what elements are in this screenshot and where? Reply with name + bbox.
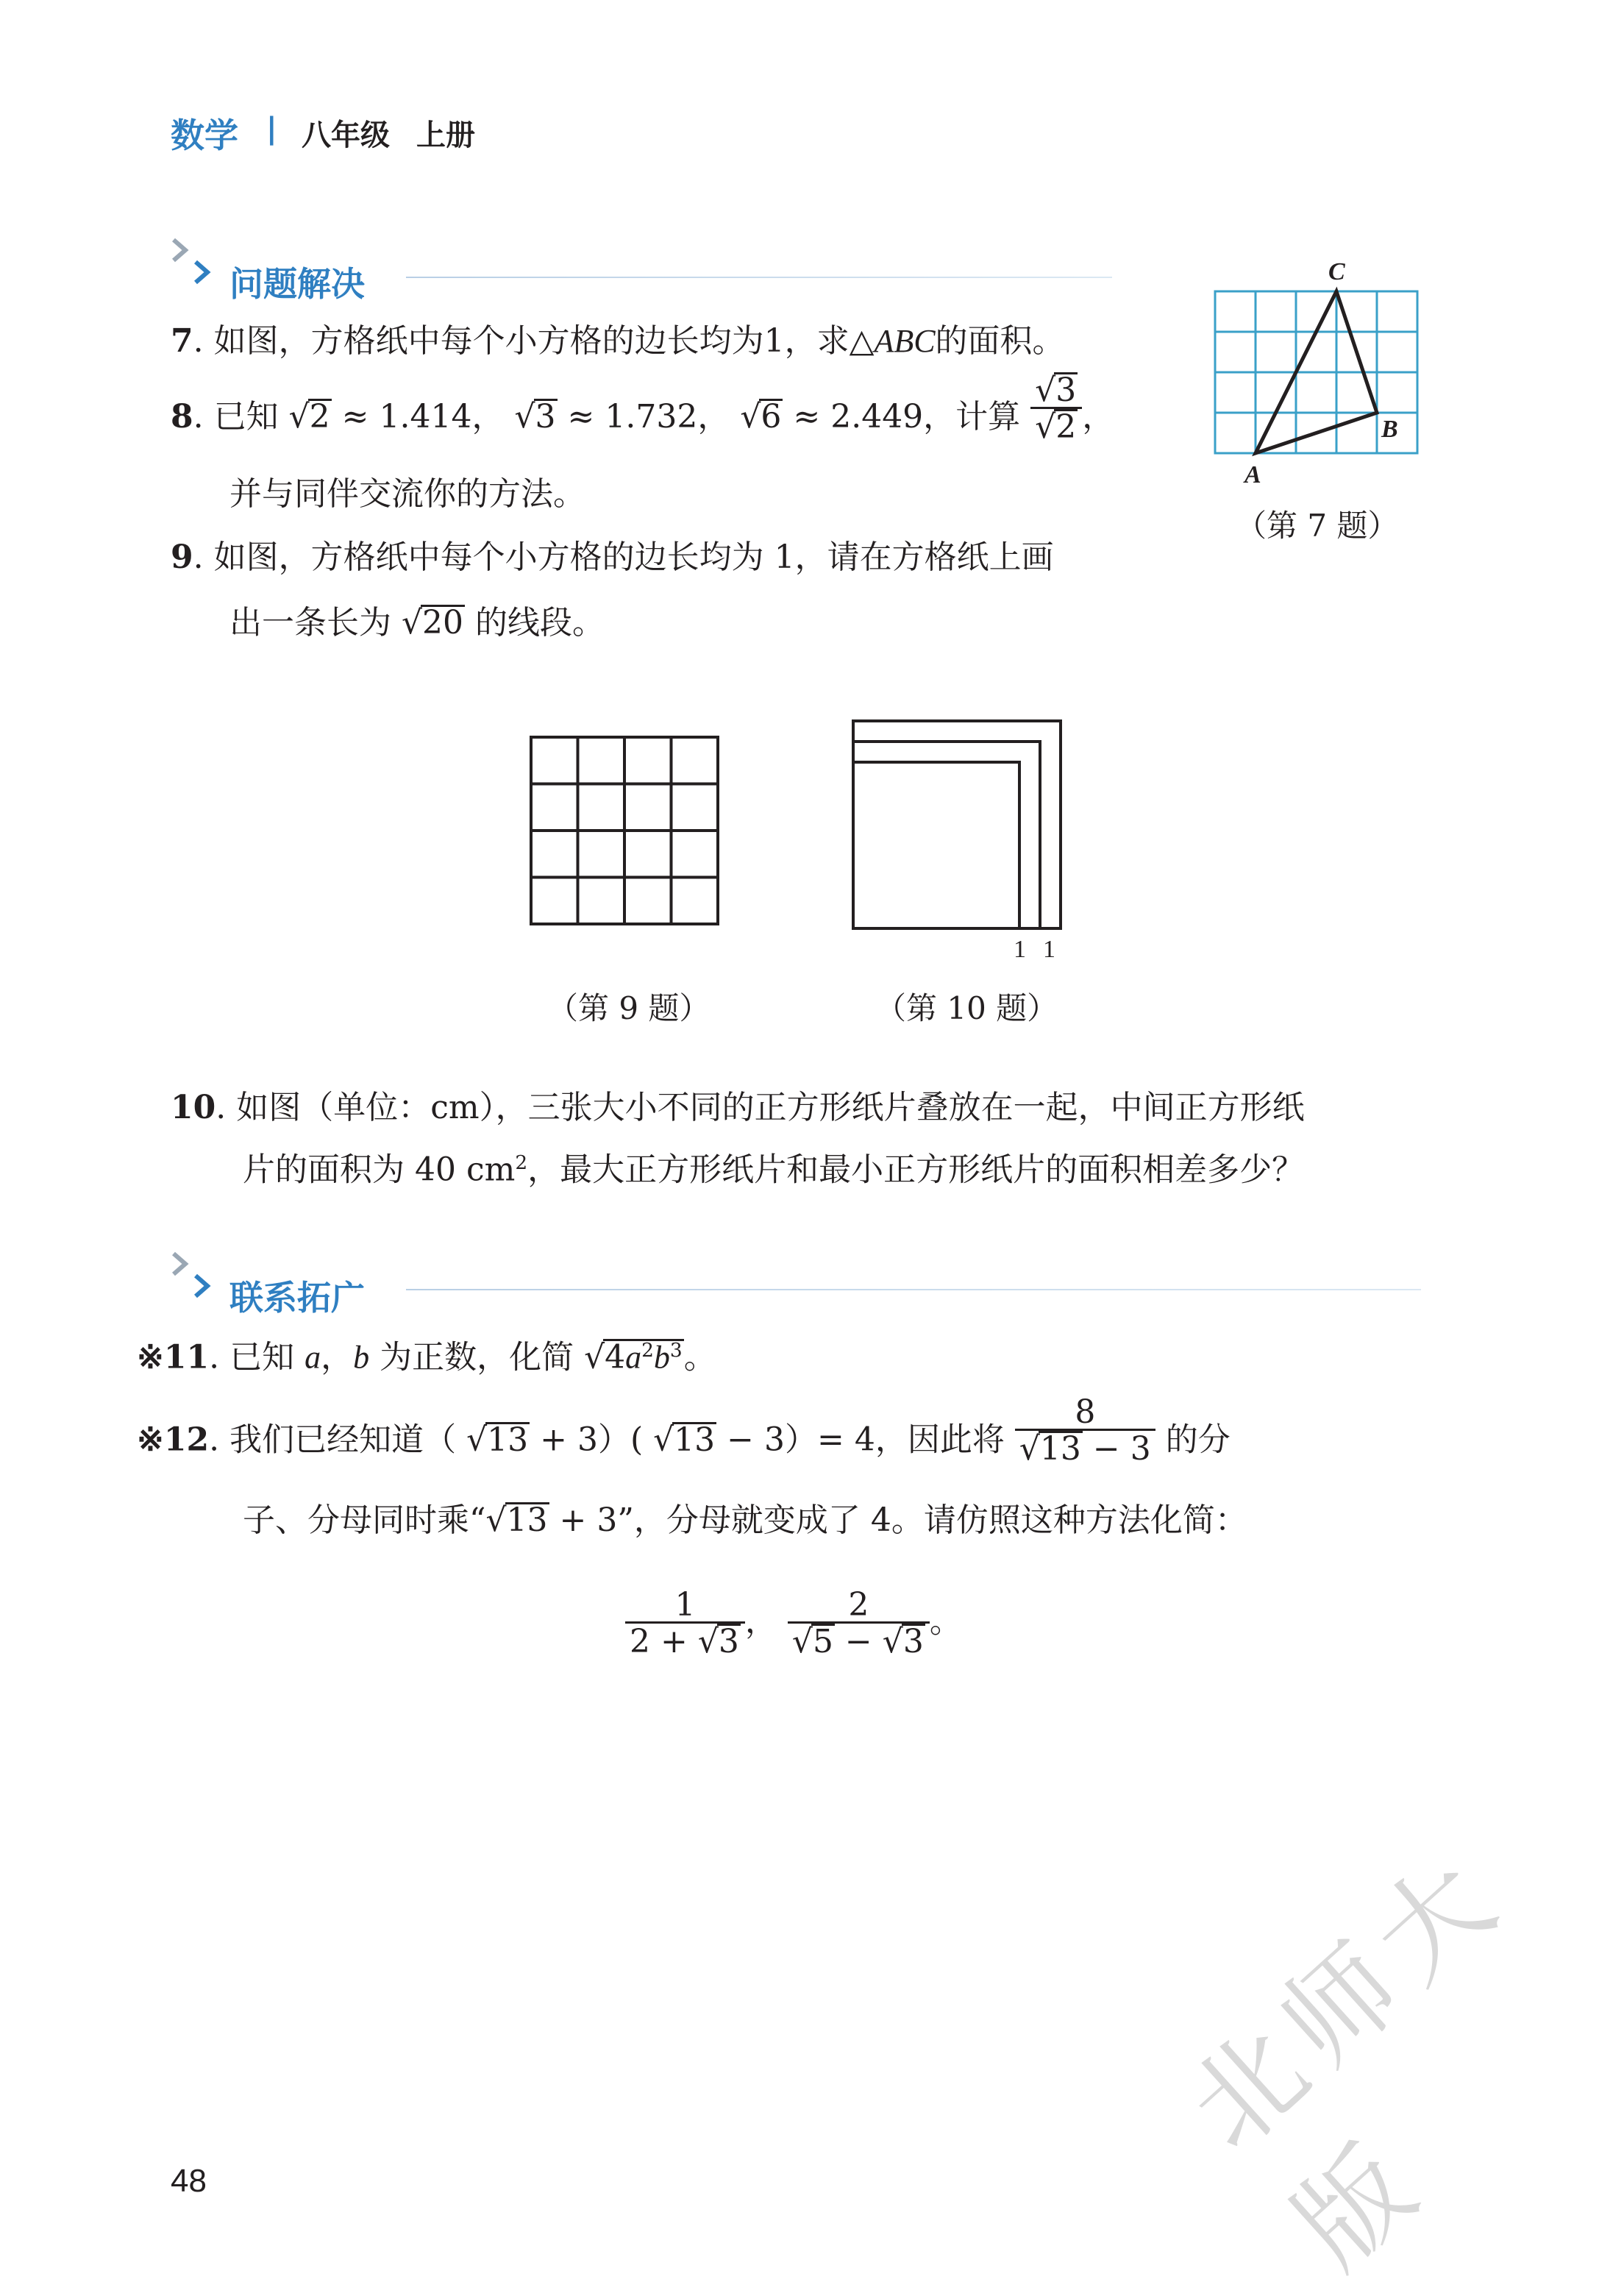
question-8: 8. 已知 √2 ≈ 1.414， √3 ≈ 1.732， √6 ≈ 2.449，计算 $\frac{√3}{√2}$ ，	[171, 372, 1115, 446]
q8-line2: 并与同伴交流你的方法。	[229, 475, 585, 513]
question-number: ※11	[137, 1338, 210, 1376]
q8-radicand: 2	[309, 398, 330, 436]
q7-text: . 如图，方格纸中每个小方格的边长均为1，求△	[193, 322, 875, 360]
section-divider	[406, 1289, 1421, 1290]
figure-10-dimension-2: 1	[1043, 936, 1055, 963]
section-chevron-icon	[171, 1251, 222, 1309]
figure-7-caption: （第 7 题）	[1236, 508, 1399, 544]
q8-fraction: $\frac{√3}{√2}$	[1030, 372, 1082, 444]
q8-radicand: 6	[761, 398, 782, 436]
section-divider	[406, 277, 1112, 278]
q8-text: . 已知	[193, 398, 279, 436]
header-separator: |	[266, 112, 277, 146]
q12-line2: 子、分母同时乘“√13 + 3”，分母就变成了 4。请仿照这种方法化简：	[243, 1501, 1247, 1539]
question-12: ※12. 我们已经知道（ √13 + 3）( √13 − 3）= 4，因此将 $\frac{8}{√13 - 3}$ 的分	[137, 1393, 1231, 1468]
grade-label: 八年级	[302, 118, 390, 152]
q12-fraction-2: $\frac{2}{√5 - √3}$	[788, 1589, 930, 1658]
q8-approx: ≈ 2.449，计算	[793, 398, 1021, 436]
q11-radicand: $4a^2b^3$	[605, 1338, 683, 1376]
q7-text-end: 的面积。	[935, 322, 1065, 360]
question-9	[171, 541, 1054, 574]
q12-fraction: $\frac{8}{√13 - 3}$	[1015, 1396, 1155, 1465]
q7-triangle-name: ABC	[874, 323, 936, 359]
section-title-connection: 联系拓广	[229, 1278, 365, 1318]
question-7	[171, 322, 1065, 360]
question-number: 8	[171, 398, 193, 436]
q12-fraction-1: $\frac{1}{2 + √3}$	[625, 1589, 745, 1658]
q9-text: . 如图，方格纸中每个小方格的边长均为 1，请在方格纸上画	[193, 539, 1054, 576]
vertex-b-label: B	[1381, 416, 1398, 443]
subject-title: 数学	[171, 115, 238, 155]
q8-approx: ≈ 1.732，	[567, 398, 730, 436]
q10-line2: 片的面积为 40 $cm^2$，最大正方形纸片和最小正方形纸片的面积相差多少？	[243, 1151, 1305, 1189]
question-number: ※12	[137, 1421, 210, 1459]
q12-expressions: $\frac{1}{2 + √3}$ ， $\frac{2}{√5 - √3}$ 。	[625, 1589, 962, 1658]
question-number: 9	[171, 539, 193, 576]
vertex-c-label: C	[1328, 258, 1345, 285]
figure-10-squares	[847, 715, 1068, 965]
question-number: 10	[171, 1089, 216, 1126]
publisher-watermark: 北师大版	[1164, 1827, 1529, 2292]
figure-10-dimension-1: 1	[1014, 936, 1026, 963]
figure-7-grid-triangle	[1206, 257, 1442, 508]
figure-10-caption: （第 10 题）	[875, 990, 1058, 1026]
section-title-problem-solving: 问题解决	[229, 264, 365, 304]
question-number: 7	[171, 322, 193, 360]
page-number: 48	[171, 2163, 207, 2199]
volume-label: 上册	[416, 118, 475, 152]
q8-approx: ≈ 1.414，	[341, 398, 505, 436]
vertex-a-label: A	[1244, 461, 1261, 488]
section-chevron-icon	[171, 237, 222, 296]
figure-9-caption: （第 9 题）	[547, 990, 711, 1026]
q9-radicand: 20	[422, 604, 464, 641]
question-11: ※11. 已知 a，b 为正数，化简 $√4a^2b^3$。	[137, 1338, 716, 1376]
q8-radicand: 3	[535, 398, 556, 436]
q10-text: . 如图（单位：cm），三张大小不同的正方形纸片叠放在一起，中间正方形纸	[216, 1089, 1305, 1126]
figure-9-grid	[528, 734, 722, 928]
q9-line2: 出一条长为 √20 的线段。	[229, 604, 605, 641]
question-10	[171, 1089, 1305, 1126]
